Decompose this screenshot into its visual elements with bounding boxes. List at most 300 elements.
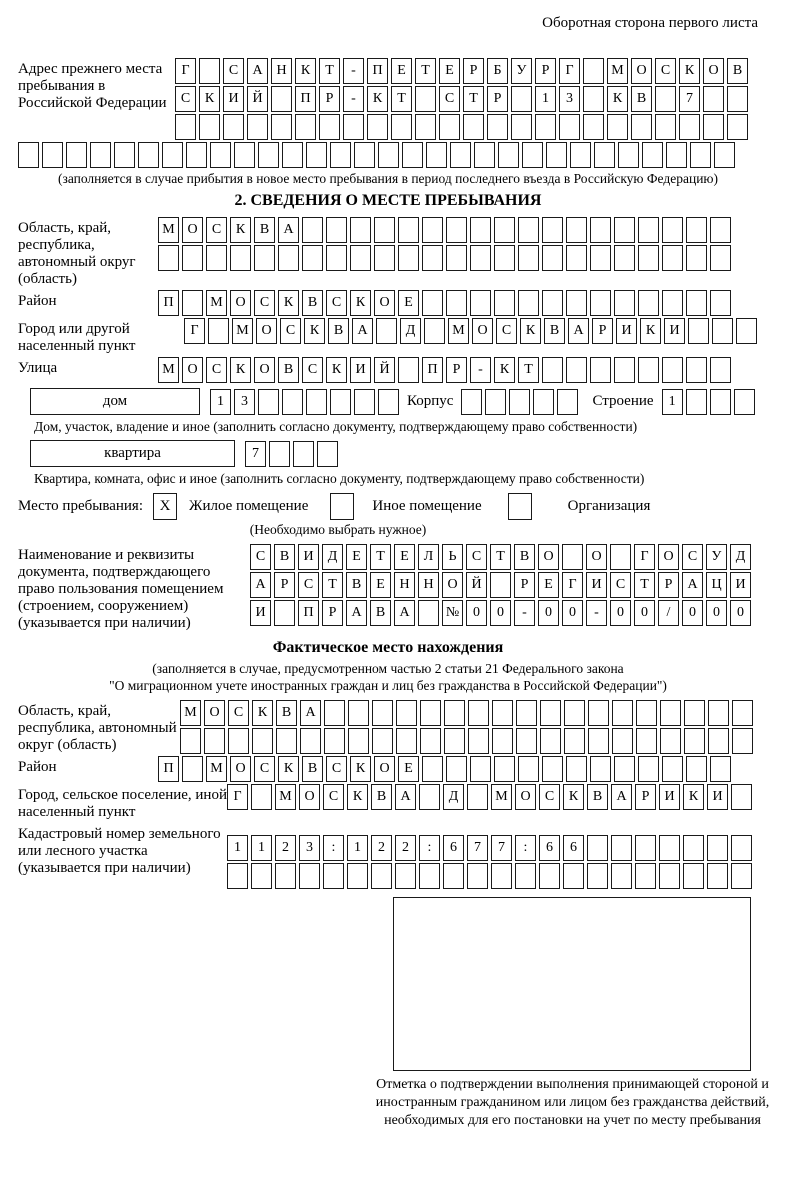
char-box[interactable]: М	[607, 58, 628, 84]
char-box[interactable]	[559, 114, 580, 140]
char-box[interactable]: Т	[463, 86, 484, 112]
char-box[interactable]	[642, 142, 663, 168]
char-box[interactable]	[422, 245, 443, 271]
char-box[interactable]: Е	[398, 756, 419, 782]
char-box[interactable]: В	[514, 544, 535, 570]
char-box[interactable]	[251, 784, 272, 810]
char-box[interactable]	[247, 114, 268, 140]
char-box[interactable]: В	[631, 86, 652, 112]
char-box[interactable]	[227, 863, 248, 889]
char-box[interactable]: В	[346, 572, 367, 598]
char-box[interactable]	[467, 863, 488, 889]
char-box[interactable]	[710, 357, 731, 383]
char-box[interactable]	[206, 245, 227, 271]
char-box[interactable]: К	[679, 58, 700, 84]
char-box[interactable]	[461, 389, 482, 415]
char-box[interactable]	[563, 863, 584, 889]
char-box[interactable]	[252, 728, 273, 754]
char-box[interactable]	[275, 863, 296, 889]
char-box[interactable]: О	[658, 544, 679, 570]
char-box[interactable]: Ц	[706, 572, 727, 598]
char-box[interactable]	[395, 863, 416, 889]
char-box[interactable]	[707, 835, 728, 861]
char-box[interactable]	[712, 318, 733, 344]
char-box[interactable]	[662, 245, 683, 271]
char-box[interactable]: О	[230, 290, 251, 316]
char-box[interactable]	[683, 863, 704, 889]
char-box[interactable]	[354, 389, 375, 415]
char-box[interactable]: Е	[398, 290, 419, 316]
char-box[interactable]: /	[658, 600, 679, 626]
char-box[interactable]	[655, 114, 676, 140]
char-box[interactable]	[494, 217, 515, 243]
char-box[interactable]	[686, 357, 707, 383]
char-box[interactable]: С	[298, 572, 319, 598]
char-box[interactable]: М	[448, 318, 469, 344]
char-box[interactable]	[564, 728, 585, 754]
char-box[interactable]	[734, 389, 755, 415]
char-box[interactable]: 7	[679, 86, 700, 112]
char-box[interactable]	[686, 290, 707, 316]
char-box[interactable]: И	[350, 357, 371, 383]
char-box[interactable]	[638, 245, 659, 271]
char-box[interactable]: 7	[467, 835, 488, 861]
char-box[interactable]	[426, 142, 447, 168]
char-box[interactable]	[450, 142, 471, 168]
char-box[interactable]	[374, 245, 395, 271]
char-box[interactable]	[590, 245, 611, 271]
char-box[interactable]	[348, 700, 369, 726]
char-box[interactable]: Е	[391, 58, 412, 84]
char-box[interactable]	[468, 700, 489, 726]
char-box[interactable]: 2	[275, 835, 296, 861]
char-box[interactable]: И	[223, 86, 244, 112]
char-box[interactable]	[522, 142, 543, 168]
char-box[interactable]	[492, 700, 513, 726]
char-box[interactable]	[350, 245, 371, 271]
char-box[interactable]	[714, 142, 735, 168]
char-box[interactable]	[566, 245, 587, 271]
char-box[interactable]: А	[568, 318, 589, 344]
char-box[interactable]	[446, 217, 467, 243]
char-box[interactable]	[271, 86, 292, 112]
char-box[interactable]	[254, 245, 275, 271]
char-box[interactable]	[258, 142, 279, 168]
char-box[interactable]: 2	[371, 835, 392, 861]
char-box[interactable]	[302, 217, 323, 243]
char-box[interactable]: С	[175, 86, 196, 112]
char-box[interactable]: И	[664, 318, 685, 344]
char-box[interactable]: Р	[658, 572, 679, 598]
char-box[interactable]	[590, 217, 611, 243]
char-box[interactable]	[660, 728, 681, 754]
char-box[interactable]: 1	[210, 389, 231, 415]
char-box[interactable]: Р	[274, 572, 295, 598]
checkbox-zhiloe[interactable]: X	[153, 493, 177, 520]
checkbox-inoe[interactable]	[330, 493, 354, 520]
char-box[interactable]	[679, 114, 700, 140]
char-box[interactable]: 0	[730, 600, 751, 626]
char-box[interactable]	[535, 114, 556, 140]
char-box[interactable]: К	[563, 784, 584, 810]
char-box[interactable]: А	[346, 600, 367, 626]
char-box[interactable]	[470, 290, 491, 316]
char-box[interactable]: О	[442, 572, 463, 598]
char-box[interactable]	[516, 728, 537, 754]
char-box[interactable]	[90, 142, 111, 168]
char-box[interactable]	[487, 114, 508, 140]
char-box[interactable]	[391, 114, 412, 140]
char-box[interactable]	[542, 217, 563, 243]
char-box[interactable]	[439, 114, 460, 140]
char-box[interactable]	[378, 142, 399, 168]
char-box[interactable]: К	[304, 318, 325, 344]
char-box[interactable]	[686, 217, 707, 243]
char-box[interactable]	[707, 863, 728, 889]
char-box[interactable]	[511, 86, 532, 112]
char-box[interactable]: С	[326, 756, 347, 782]
char-box[interactable]	[566, 357, 587, 383]
char-box[interactable]	[566, 756, 587, 782]
char-box[interactable]: Д	[322, 544, 343, 570]
char-box[interactable]	[686, 389, 707, 415]
char-box[interactable]	[590, 290, 611, 316]
char-box[interactable]: 0	[562, 600, 583, 626]
char-box[interactable]	[588, 728, 609, 754]
char-box[interactable]	[419, 784, 440, 810]
char-box[interactable]	[732, 700, 753, 726]
char-box[interactable]: К	[607, 86, 628, 112]
char-box[interactable]	[474, 142, 495, 168]
char-box[interactable]: 6	[539, 835, 560, 861]
char-box[interactable]: №	[442, 600, 463, 626]
char-box[interactable]	[566, 217, 587, 243]
char-box[interactable]: С	[254, 756, 275, 782]
char-box[interactable]	[659, 863, 680, 889]
char-box[interactable]	[415, 114, 436, 140]
char-box[interactable]: О	[182, 357, 203, 383]
char-box[interactable]: И	[616, 318, 637, 344]
char-box[interactable]: Р	[463, 58, 484, 84]
char-box[interactable]: Т	[490, 544, 511, 570]
char-box[interactable]: В	[587, 784, 608, 810]
char-box[interactable]	[638, 217, 659, 243]
char-box[interactable]	[631, 114, 652, 140]
char-box[interactable]	[323, 863, 344, 889]
char-box[interactable]	[662, 217, 683, 243]
char-box[interactable]	[594, 142, 615, 168]
char-box[interactable]: К	[278, 756, 299, 782]
char-box[interactable]	[398, 357, 419, 383]
char-box[interactable]	[710, 389, 731, 415]
char-box[interactable]	[542, 245, 563, 271]
char-box[interactable]: Г	[175, 58, 196, 84]
char-box[interactable]	[662, 756, 683, 782]
char-box[interactable]: 6	[443, 835, 464, 861]
char-box[interactable]	[588, 700, 609, 726]
char-box[interactable]: 1	[251, 835, 272, 861]
char-box[interactable]	[638, 756, 659, 782]
char-box[interactable]: В	[254, 217, 275, 243]
char-box[interactable]	[666, 142, 687, 168]
char-box[interactable]: -	[514, 600, 535, 626]
char-box[interactable]	[319, 114, 340, 140]
char-box[interactable]	[655, 86, 676, 112]
char-box[interactable]: Д	[730, 544, 751, 570]
char-box[interactable]	[230, 245, 251, 271]
char-box[interactable]	[274, 600, 295, 626]
char-box[interactable]	[710, 217, 731, 243]
char-box[interactable]: К	[350, 290, 371, 316]
char-box[interactable]	[732, 728, 753, 754]
char-box[interactable]: О	[631, 58, 652, 84]
char-box[interactable]: Е	[394, 544, 415, 570]
char-box[interactable]: М	[491, 784, 512, 810]
char-box[interactable]: А	[247, 58, 268, 84]
char-box[interactable]: О	[299, 784, 320, 810]
char-box[interactable]: И	[586, 572, 607, 598]
char-box[interactable]: П	[367, 58, 388, 84]
char-box[interactable]	[415, 86, 436, 112]
char-box[interactable]: 1	[535, 86, 556, 112]
char-box[interactable]: А	[395, 784, 416, 810]
char-box[interactable]: С	[439, 86, 460, 112]
char-box[interactable]: Е	[346, 544, 367, 570]
char-box[interactable]: Е	[439, 58, 460, 84]
char-box[interactable]: К	[295, 58, 316, 84]
char-box[interactable]: П	[298, 600, 319, 626]
char-box[interactable]: Р	[535, 58, 556, 84]
char-box[interactable]	[422, 290, 443, 316]
char-box[interactable]	[324, 728, 345, 754]
char-box[interactable]: В	[278, 357, 299, 383]
char-box[interactable]: Р	[592, 318, 613, 344]
char-box[interactable]: А	[278, 217, 299, 243]
char-box[interactable]	[710, 290, 731, 316]
char-box[interactable]	[66, 142, 87, 168]
char-box[interactable]: С	[655, 58, 676, 84]
char-box[interactable]	[614, 245, 635, 271]
char-box[interactable]: Т	[518, 357, 539, 383]
char-box[interactable]: К	[252, 700, 273, 726]
char-box[interactable]	[347, 863, 368, 889]
char-box[interactable]	[422, 756, 443, 782]
char-box[interactable]	[234, 142, 255, 168]
char-box[interactable]: О	[256, 318, 277, 344]
char-box[interactable]: И	[298, 544, 319, 570]
char-box[interactable]	[607, 114, 628, 140]
char-box[interactable]	[180, 728, 201, 754]
char-box[interactable]	[208, 318, 229, 344]
char-box[interactable]	[612, 728, 633, 754]
char-box[interactable]: 1	[347, 835, 368, 861]
char-box[interactable]: С	[466, 544, 487, 570]
char-box[interactable]	[350, 217, 371, 243]
char-box[interactable]: А	[352, 318, 373, 344]
char-box[interactable]	[371, 863, 392, 889]
char-box[interactable]	[446, 756, 467, 782]
checkbox-organizatsiya[interactable]	[508, 493, 532, 520]
char-box[interactable]: В	[544, 318, 565, 344]
char-box[interactable]: Т	[391, 86, 412, 112]
char-box[interactable]	[42, 142, 63, 168]
char-box[interactable]: 7	[245, 441, 266, 467]
char-box[interactable]: К	[683, 784, 704, 810]
char-box[interactable]: В	[276, 700, 297, 726]
char-box[interactable]	[491, 863, 512, 889]
char-box[interactable]	[282, 142, 303, 168]
char-box[interactable]	[708, 728, 729, 754]
char-box[interactable]	[300, 728, 321, 754]
char-box[interactable]	[186, 142, 207, 168]
char-box[interactable]: А	[394, 600, 415, 626]
char-box[interactable]: 2	[395, 835, 416, 861]
char-box[interactable]	[516, 700, 537, 726]
char-box[interactable]: Б	[487, 58, 508, 84]
char-box[interactable]	[420, 728, 441, 754]
char-box[interactable]	[583, 114, 604, 140]
char-box[interactable]	[396, 728, 417, 754]
char-box[interactable]	[636, 700, 657, 726]
char-box[interactable]	[306, 142, 327, 168]
char-box[interactable]	[470, 245, 491, 271]
char-box[interactable]: 3	[299, 835, 320, 861]
char-box[interactable]: Т	[634, 572, 655, 598]
char-box[interactable]	[114, 142, 135, 168]
char-box[interactable]: М	[158, 217, 179, 243]
char-box[interactable]: С	[206, 357, 227, 383]
char-box[interactable]	[542, 756, 563, 782]
char-box[interactable]: Д	[400, 318, 421, 344]
char-box[interactable]: С	[280, 318, 301, 344]
char-box[interactable]: К	[367, 86, 388, 112]
char-box[interactable]: В	[727, 58, 748, 84]
char-box[interactable]	[468, 728, 489, 754]
char-box[interactable]: С	[496, 318, 517, 344]
char-box[interactable]	[330, 389, 351, 415]
char-box[interactable]: Н	[271, 58, 292, 84]
char-box[interactable]: К	[230, 217, 251, 243]
char-box[interactable]	[660, 700, 681, 726]
char-box[interactable]	[583, 58, 604, 84]
char-box[interactable]: 0	[682, 600, 703, 626]
char-box[interactable]: Г	[227, 784, 248, 810]
char-box[interactable]	[378, 389, 399, 415]
char-box[interactable]: А	[682, 572, 703, 598]
char-box[interactable]	[498, 142, 519, 168]
char-box[interactable]: С	[326, 290, 347, 316]
char-box[interactable]: В	[274, 544, 295, 570]
char-box[interactable]: П	[158, 756, 179, 782]
char-box[interactable]	[566, 290, 587, 316]
char-box[interactable]	[444, 700, 465, 726]
char-box[interactable]	[138, 142, 159, 168]
char-box[interactable]	[710, 756, 731, 782]
char-box[interactable]: М	[206, 290, 227, 316]
char-box[interactable]	[636, 728, 657, 754]
char-box[interactable]	[612, 700, 633, 726]
char-box[interactable]	[424, 318, 445, 344]
char-box[interactable]	[518, 217, 539, 243]
char-box[interactable]: С	[206, 217, 227, 243]
char-box[interactable]: В	[370, 600, 391, 626]
char-box[interactable]	[18, 142, 39, 168]
char-box[interactable]	[614, 290, 635, 316]
char-box[interactable]: :	[515, 835, 536, 861]
char-box[interactable]: С	[539, 784, 560, 810]
char-box[interactable]	[736, 318, 757, 344]
char-box[interactable]: Й	[247, 86, 268, 112]
char-box[interactable]	[443, 863, 464, 889]
char-box[interactable]	[302, 245, 323, 271]
char-box[interactable]	[686, 245, 707, 271]
char-box[interactable]	[533, 389, 554, 415]
char-box[interactable]: К	[199, 86, 220, 112]
char-box[interactable]	[587, 863, 608, 889]
char-box[interactable]: В	[302, 756, 323, 782]
char-box[interactable]: Р	[319, 86, 340, 112]
char-box[interactable]	[492, 728, 513, 754]
char-box[interactable]	[470, 217, 491, 243]
char-box[interactable]: И	[707, 784, 728, 810]
char-box[interactable]	[420, 700, 441, 726]
char-box[interactable]	[635, 835, 656, 861]
char-box[interactable]	[590, 357, 611, 383]
char-box[interactable]	[402, 142, 423, 168]
char-box[interactable]	[343, 114, 364, 140]
char-box[interactable]: А	[611, 784, 632, 810]
char-box[interactable]	[542, 290, 563, 316]
char-box[interactable]	[158, 245, 179, 271]
char-box[interactable]	[564, 700, 585, 726]
char-box[interactable]	[271, 114, 292, 140]
char-box[interactable]	[662, 357, 683, 383]
char-box[interactable]: М	[180, 700, 201, 726]
char-box[interactable]	[299, 863, 320, 889]
char-box[interactable]: К	[326, 357, 347, 383]
char-box[interactable]	[372, 728, 393, 754]
char-box[interactable]: 0	[466, 600, 487, 626]
char-box[interactable]: Т	[319, 58, 340, 84]
char-box[interactable]	[494, 245, 515, 271]
char-box[interactable]	[710, 245, 731, 271]
char-box[interactable]: -	[343, 86, 364, 112]
char-box[interactable]	[306, 389, 327, 415]
char-box[interactable]	[199, 58, 220, 84]
char-box[interactable]: О	[374, 756, 395, 782]
char-box[interactable]: О	[374, 290, 395, 316]
char-box[interactable]: С	[223, 58, 244, 84]
char-box[interactable]: Г	[184, 318, 205, 344]
char-box[interactable]	[540, 700, 561, 726]
char-box[interactable]: И	[659, 784, 680, 810]
char-box[interactable]	[223, 114, 244, 140]
char-box[interactable]: Г	[634, 544, 655, 570]
char-box[interactable]: О	[230, 756, 251, 782]
char-box[interactable]: В	[302, 290, 323, 316]
char-box[interactable]: И	[730, 572, 751, 598]
char-box[interactable]: Р	[322, 600, 343, 626]
char-box[interactable]	[228, 728, 249, 754]
char-box[interactable]: К	[494, 357, 515, 383]
char-box[interactable]	[703, 86, 724, 112]
char-box[interactable]: С	[250, 544, 271, 570]
char-box[interactable]: -	[470, 357, 491, 383]
char-box[interactable]	[326, 245, 347, 271]
char-box[interactable]: 0	[706, 600, 727, 626]
char-box[interactable]: Г	[559, 58, 580, 84]
char-box[interactable]: О	[254, 357, 275, 383]
